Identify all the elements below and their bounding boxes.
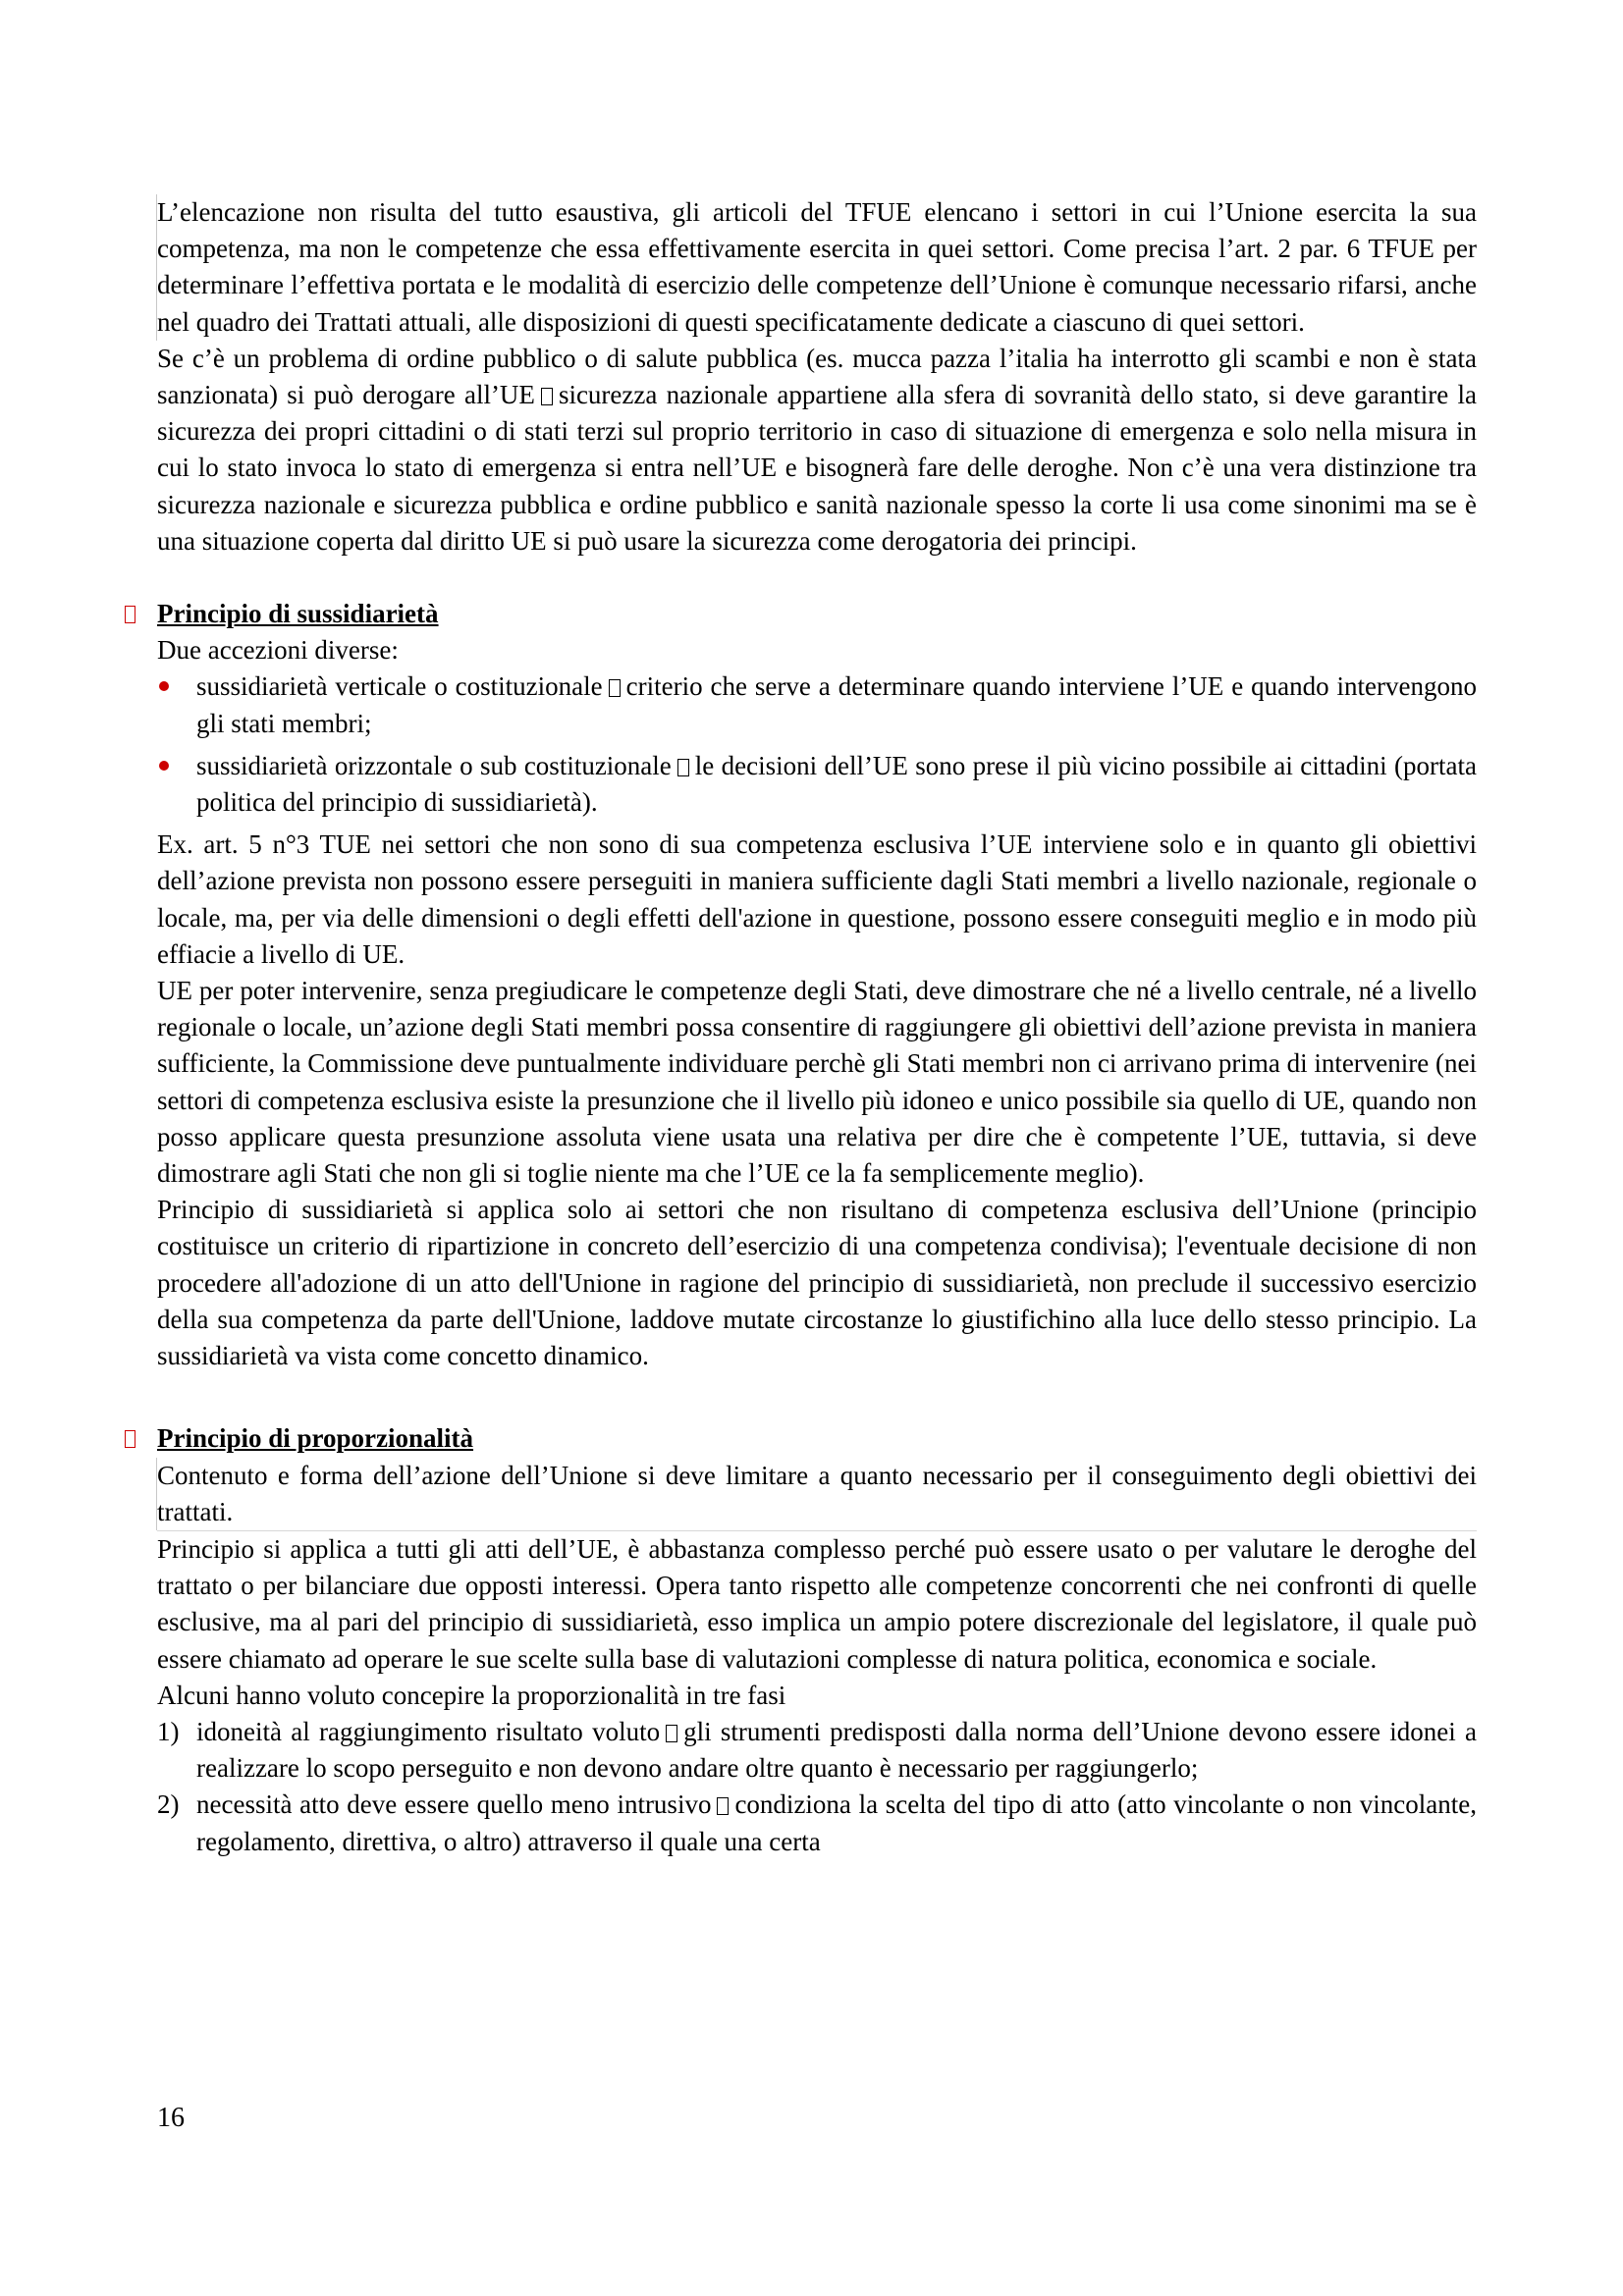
- list-item-part-a: sussidiarietà verticale o costituzionale: [196, 671, 603, 702]
- red-dot-icon: [159, 681, 169, 691]
- section-paragraph: Contenuto e forma dell’azione dell’Unione si deve limitare a quanto necessario per il conseguimento degli obiettivi dei trattati.: [156, 1458, 1477, 1530]
- section-heading: Principio di proporzionalità: [157, 1423, 474, 1454]
- list-item-part-b: criterio che serve a determinare quando interviene l’UE e quando intervengono gli stati membri;: [196, 671, 1477, 738]
- list-item-part-b: gli strumenti predisposti dalla norma dell’Unione devono essere idonei a realizzare lo scopo perseguito e non devono andare oltre quanto è necessario per raggiungerlo;: [196, 1716, 1477, 1784]
- list-item: [157, 748, 1477, 821]
- section-sussidiarieta: [157, 596, 1477, 1374]
- section-paragraph: UE per poter intervenire, senza pregiudicare le competenze degli Stati, deve dimostrare che né a livello centrale, né a livello regionale o locale, un’azione degli Stati membri possa consentire di raggiungere gli obiettivi dell’azione prevista in maniera sufficiente, la Commissione deve puntualmente individuare perchè gli Stati membri non ci arrivano prima di intervenire (nei settori di competenza esclusiva esiste la presunzione che il livello più idoneo e unico possibile sia quello di UE, quando non posso applicare questa presunzione assoluta viene usata una relativa per dire che è competente l’UE, tuttavia, si deve dimostrare agli Stati che non gli si toglie niente ma che l’UE ce la fa semplicemente meglio).: [157, 976, 1477, 1189]
- section-heading: Principio di sussidiarietà: [157, 599, 439, 629]
- section-paragraph: Ex. art. 5 n°3 TUE nei settori che non sono di sua competenza esclusiva l’UE interviene solo e in quanto gli obiettivi dell’azione prevista non possono essere perseguiti in maniera sufficiente dagli Stati membri a livello nazionale, regionale o locale, ma, per via delle dimensioni o degli effetti dell'azione in questione, possono essere conseguiti meglio e in modo più effiacie a livello di UE.: [157, 829, 1477, 969]
- list-item-part-b: condiziona la scelta del tipo di atto (atto vincolante o non vincolante, regolamento, direttiva, o altro) attraverso il quale una certa: [196, 1789, 1477, 1856]
- bullet-list: [157, 668, 1477, 821]
- checkbox-square-icon: [120, 1420, 139, 1457]
- list-item: [157, 1787, 1477, 1859]
- document-page: [157, 194, 1477, 1860]
- intro-paragraph-1: L’elencazione non risulta del tutto esaustiva, gli articoli del TFUE elencano i settori in cui l’Unione esercita la sua competenza, ma non le competenze che essa effettivamente esercita in quei settori. Come precisa l’art. 2 par. 6 TFUE per determinare l’effettiva portata e le modalità di esercizio delle competenze dell’Unione è comunque necessario rifarsi, anche nel quadro dei Trattati attuali, alle disposizioni di questi specificatamente dedicate a ciascuno di quei settori.: [156, 194, 1477, 341]
- section-proporzionalita: [157, 1420, 1477, 1859]
- spacer: [157, 560, 1477, 596]
- red-dot-icon: [159, 761, 169, 771]
- list-item: [157, 1714, 1477, 1787]
- list-number: 1): [157, 1716, 180, 1746]
- arrow-glyph-icon: [717, 1797, 729, 1815]
- list-item: [157, 668, 1477, 741]
- section-paragraph: Alcuni hanno voluto concepire la proporzionalità in tre fasi: [157, 1680, 786, 1710]
- arrow-glyph-icon: [677, 759, 689, 776]
- arrow-glyph-icon: [541, 388, 553, 405]
- intro-paragraph-2-part-a: Se c’è un problema di ordine pubblico o di salute pubblica (es. mucca pazza l’italia ha interrotto gli scambi e non è stata sanzionata) si può derogare all’UE: [157, 343, 1477, 410]
- section-paragraph: Principio si applica a tutti gli atti dell’UE, è abbastanza complesso perché può essere usato o per valutare le deroghe del trattato o per bilanciare due opposti interessi. Opera tanto rispetto alle competenze concorrenti che nei confronti di quelle esclusive, ma al pari del principio di sussidiarietà, esso implica un ampio potere discrezionale del legislatore, il quale può essere chiamato ad operare le sue scelte sulla base di valutazioni complesse di natura politica, economica e sociale.: [157, 1533, 1477, 1674]
- arrow-glyph-icon: [609, 679, 621, 697]
- list-number: 2): [157, 1789, 180, 1820]
- page-number: 16: [157, 2103, 185, 2133]
- arrow-glyph-icon: [666, 1725, 677, 1742]
- numbered-list: [157, 1714, 1477, 1860]
- section-paragraph: Principio di sussidiarietà si applica solo ai settori che non risultano di competenza esclusiva dell’Unione (principio costituisce un criterio di ripartizione in concreto dell’esercizio di una competenza condivisa); l'eventuale decisione di non procedere all'adozione di un atto dell'Unione in ragione del principio di sussidiarietà, non preclude il successivo esercizio della sua competenza da parte dell'Unione, laddove mutate circostanze lo giustifichino alla luce dello stesso principio. La sussidiarietà va vista come concetto dinamico.: [157, 1195, 1477, 1371]
- intro-paragraph-2: [157, 341, 1477, 560]
- list-item-part-a: idoneità al raggiungimento risultato voluto: [196, 1716, 661, 1746]
- list-item-part-b: le decisioni dell’UE sono prese il più vicino possibile ai cittadini (portata politica del principio di sussidiarietà).: [196, 750, 1477, 818]
- checkbox-square-icon: [120, 596, 139, 632]
- list-item-part-a: sussidiarietà orizzontale o sub costituzionale: [196, 750, 672, 780]
- intro-paragraph-2-part-b: sicurezza nazionale appartiene alla sfera di sovranità dello stato, si deve garantire la sicurezza dei propri cittadini o di stati terzi sul proprio territorio in caso di situazione di emergenza e solo nella misura in cui lo stato invoca lo stato di emergenza si entra nell’UE e bisognerà fare delle deroghe. Non c’è una vera distinzione tra sicurezza nazionale e sicurezza pubblica e ordine pubblico e sanità nazionale spesso la corte li usa come sinonimi ma se è una situazione coperta dal diritto UE si può usare la sicurezza come derogatoria dei principi.: [157, 380, 1477, 556]
- spacer: [157, 1374, 1477, 1420]
- list-item-part-a: necessità atto deve essere quello meno intrusivo: [196, 1789, 712, 1820]
- section-intro: Due accezioni diverse:: [157, 635, 399, 666]
